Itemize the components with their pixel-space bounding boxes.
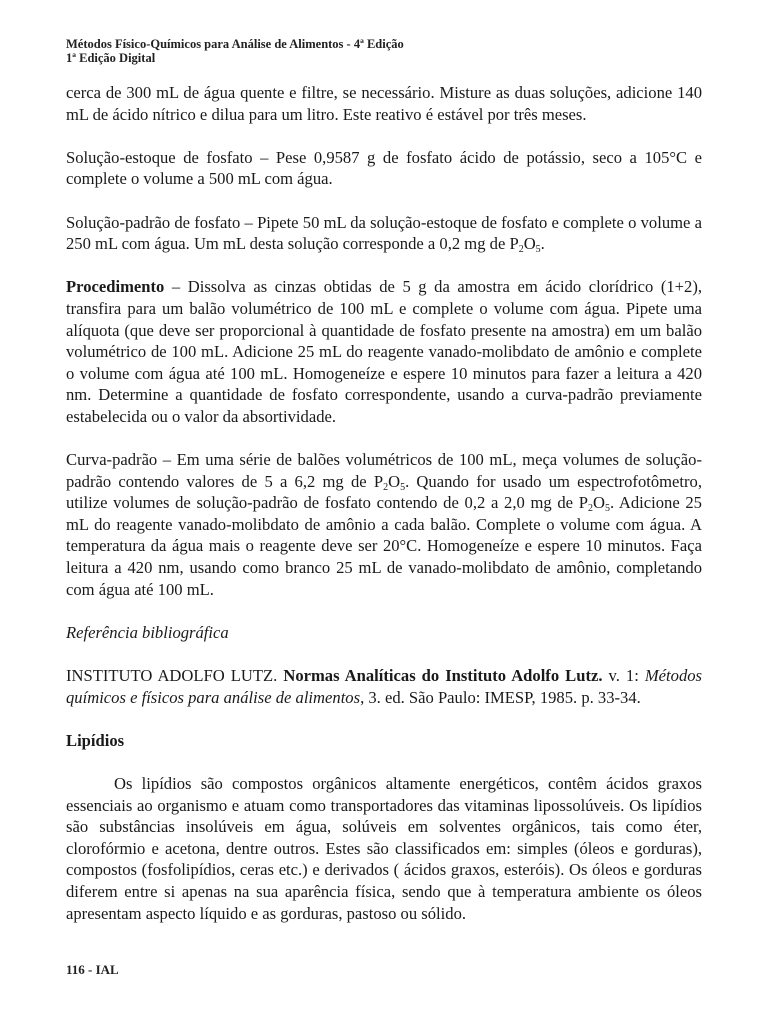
running-header <box>66 37 404 65</box>
header-edition: 1ª Edição Digital <box>66 51 156 65</box>
formula-p2o5: $P_2O_5$ <box>509 234 541 256</box>
standard-solution-paragraph: Solução-padrão de fosfato – Pipete 50 mL da solução-estoque de fosfato e complete o volume a 250 mL com água. Um mL desta solução corresponde a 0,2 mg de $P_2O_5$. <box>66 212 702 256</box>
procedure-text: – Dissolva as cinzas obtidas de 5 g da amostra em ácido clorídrico (1+2), transfira para um balão volumétrico de 100 mL e complete o volume com água. Pipete uma alíquota (que deve ser proporcional à quantidade de fosfato presente na amostra) em um balão volumétrico de 100 mL. Adicione 25 mL do reagente vanado-molibdato de amônio e complete o volume com água até 100 mL. Homogeneíze e espere 10 minutos para fazer a leitura a 420 nm. Determine a quantidade de fosfato correspondente, usando a curva-padrão previamente estabelecida ou o valor da absortividade. <box>66 277 702 426</box>
reference-heading: Referência bibliográfica <box>66 622 229 642</box>
stock-solution-paragraph: Solução-estoque de fosfato – Pese 0,9587 g de fosfato ácido de potássio, seco a 105°C e complete o volume a 500 mL com água. <box>66 147 702 189</box>
standard-curve-paragraph: Curva-padrão – Em uma série de balões volumétricos de 100 mL, meça volumes de solução-padrão contendo valores de 5 a 6,2 mg de $P_2O_5$. Quando for usado um espectrofotômetro, utilize volumes de solução-padrão de fosfato contendo de 0,2 a 2,0 mg de $P_2O_5$. Adicione 25 mL do reagente vanado-molibdato de amônio a cada balão. Complete o volume com água. A temperatura da água mais o reagente deve ser 20°C. Homogeneíze e espere 10 minutos. Faça leitura a 420 nm, usando como branco 25 mL de vanado-molibdato de amônio, completando com água até 100 mL. <box>66 450 702 599</box>
continuation-paragraph: cerca de 300 mL de água quente e filtre, se necessário. Misture as duas soluções, adicione 140 mL de ácido nítrico e dilua para um litro. Este reativo é estável por três meses. <box>66 83 702 124</box>
standard-solution-text: Solução-padrão de fosfato – Pipete 50 mL da solução-estoque de fosfato e complete o volume a 250 mL com água. Um mL desta solução corresponde a 0,2 mg de <box>66 212 702 254</box>
lipids-heading: Lipídios <box>66 730 125 750</box>
formula-p2o5: $P_2O_5$ <box>373 471 406 493</box>
reference-entry: INSTITUTO ADOLFO LUTZ. Normas Analíticas do Instituto Adolfo Lutz. v. 1: Métodos químicos e físicos para análise de alimentos, 3. ed. São Paulo: IMESP, 1985. p. 33-34. <box>66 666 702 707</box>
formula-p2o5: $P_2O_5$ <box>578 493 610 515</box>
lipids-paragraph: Os lipídios são compostos orgânicos altamente energéticos, contêm ácidos graxos essenciais ao organismo e atuam como transportadores das vitaminas lipossolúveis. Os lipídios são substâncias insolúveis em água, solúveis em solventes orgânicos, tais como éter, clorofórmio e acetona, dentre outros. Estes são classificados em: simples (óleos e gorduras), compostos (fosfolipídios, ceras etc.) e derivados ( ácidos graxos, esteróis). Os óleos e gorduras diferem entre si apenas na sua aparência física, sendo que à temperatura ambiente os óleos apresentam aspecto líquido e as gorduras, pastoso ou sólido. <box>66 774 702 923</box>
page-number: 116 - IAL <box>66 962 119 977</box>
page-body <box>66 82 702 924</box>
header-book-title: Métodos Físico-Químicos para Análise de Alimentos - 4ª Edição <box>66 37 404 51</box>
procedure-label: Procedimento <box>66 277 165 297</box>
procedure-paragraph <box>66 276 702 427</box>
